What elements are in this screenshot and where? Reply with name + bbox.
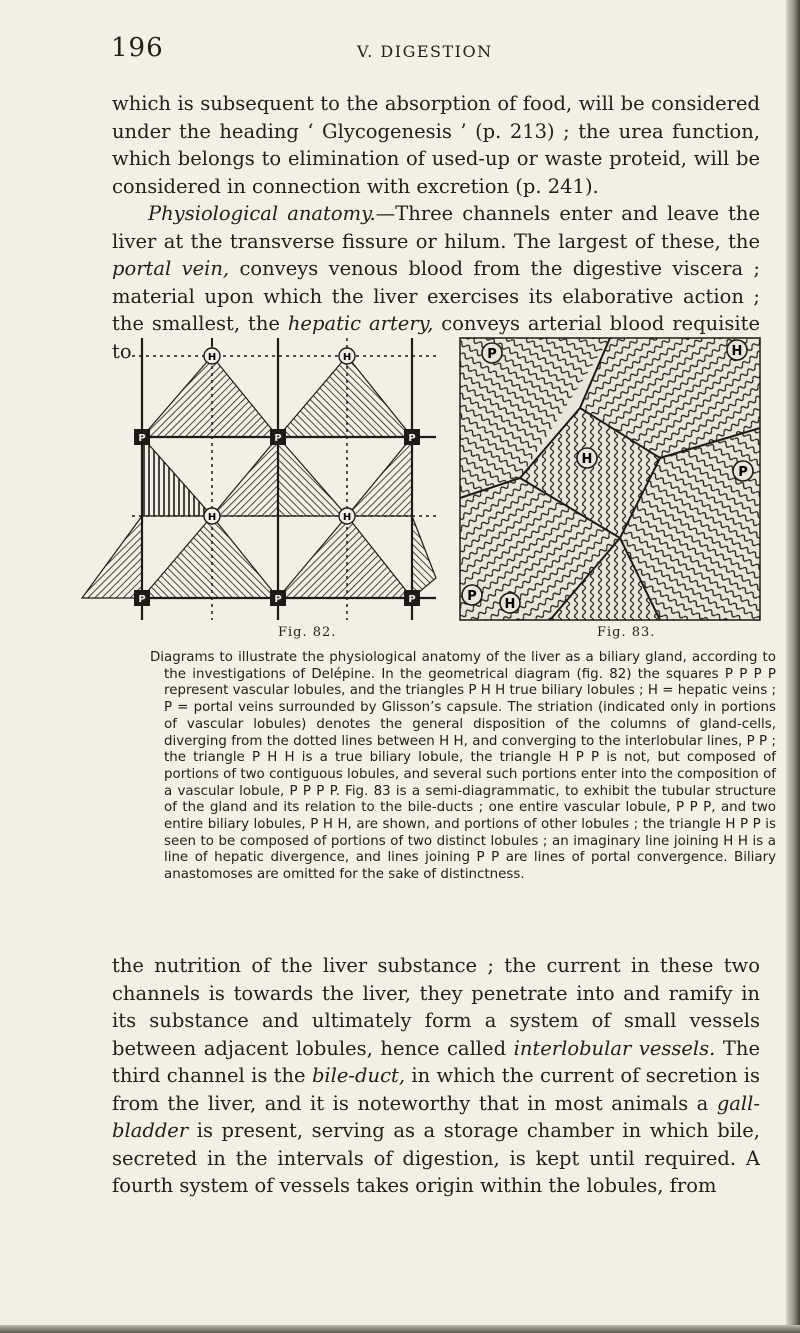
svg-text:P: P: [138, 433, 146, 444]
svg-text:P: P: [274, 433, 282, 444]
figures-area: [138, 338, 762, 638]
paragraph-glycogenesis: which is subsequent to the absorption of food, will be considered under the heading ‘ Glycogenesis ’ (p. 213) ; the urea function, which belongs to elimination of used-up or waste proteid, will be considered in connection with excretion (p. 241).: [112, 92, 760, 198]
paragraph-nutrition: the nutrition of the liver substance ; the current in these two channels is towards the liver, they penetrate into and ramify in its substance and ultimately form a system of small vessels between adjacent lobules, hence called interlobular vessels. The third channel is the bile-duct, in which the current of secretion is from the liver, and it is noteworthy that in most animals a gall-bladder is present, serving as a storage chamber in which bile, secreted in the intervals of digestion, is kept until required. A fourth system of vessels takes origin within the lobules, from: [112, 954, 761, 1197]
fig-83-tubular-diagram: [460, 338, 760, 620]
body-text-bottom: [112, 952, 760, 1200]
fig-83-label: Fig. 83.: [597, 625, 656, 640]
svg-text:H: H: [207, 352, 217, 363]
page-number: 196: [111, 33, 164, 63]
svg-text:P: P: [487, 347, 497, 362]
italic-bile-duct: bile-duct,: [311, 1064, 406, 1087]
svg-text:H: H: [731, 344, 743, 359]
running-head: V. DIGESTION: [357, 42, 493, 61]
italic-heading: Physiological anatomy.: [148, 202, 376, 225]
svg-text:H: H: [581, 452, 593, 467]
svg-text:P: P: [467, 589, 477, 604]
fig-82-geometric-diagram: [138, 338, 436, 620]
italic-hepatic-artery: hepatic artery,: [287, 312, 434, 335]
svg-text:P: P: [138, 594, 146, 605]
paragraph-physiological-anatomy: Physiological anatomy.—Three channels enter and leave the liver at the transverse fissure or hilum. The largest of these, the portal vein, conveys venous blood from the digestive viscera ; material upon which the liver exercises its elaborative action ; the smallest, the hepatic artery, conveys arterial blood requisite to: [112, 202, 761, 363]
svg-text:P: P: [408, 594, 416, 605]
page-edge-shadow: [786, 0, 800, 1333]
svg-text:H: H: [342, 512, 352, 523]
page-bottom-edge: [0, 1325, 800, 1333]
svg-text:P: P: [738, 465, 748, 480]
svg-text:P: P: [408, 433, 416, 444]
italic-gall-bladder: gall-bladder: [112, 1091, 760, 1142]
body-text-top: [112, 90, 760, 365]
italic-interlobular-vessels: interlobular vessels.: [513, 1036, 716, 1060]
fig-82-label: Fig. 82.: [278, 625, 337, 640]
figure-caption: Diagrams to illustrate the physiological anatomy of the liver as a biliary gland, according to the investigations of Delépine. In the geometrical diagram (fig. 82) the squares P P P P represent vascular lobules, and the triangles P H H true biliary lobules ; H = hepatic veins ; P = portal veins surrounded by Glisson’s capsule. The striation (indicated only in portions of vascular lobules) denotes the general disposition of the columns of gland-cells, diverging from the dotted lines between H H, and converging to the interlobular lines, P P ; the triangle P H H is a true biliary lobule, the triangle H P P is not, but composed of portions of two contiguous lobules, and several such portions enter into the composition of a vascular lobule, P P P P. Fig. 83 is a semi-diagrammatic, to exhibit the tubular structure of the gland and its relation to the bile-ducts ; one entire vascular lobule, P P P, and two entire biliary lobules, P H H, are shown, and portions of other lobules ; the triangle H P P is seen to be composed of portions of two distinct lobules ; an imaginary line joining H H is a line of hepatic divergence, and lines joining P P are lines of portal convergence. Biliary anastomoses are omitted for the sake of distinctness.: [150, 650, 776, 883]
italic-portal-vein: portal vein,: [112, 257, 230, 280]
svg-text:H: H: [342, 352, 352, 363]
svg-text:H: H: [504, 597, 516, 612]
svg-text:P: P: [274, 594, 282, 605]
svg-text:H: H: [207, 512, 217, 523]
